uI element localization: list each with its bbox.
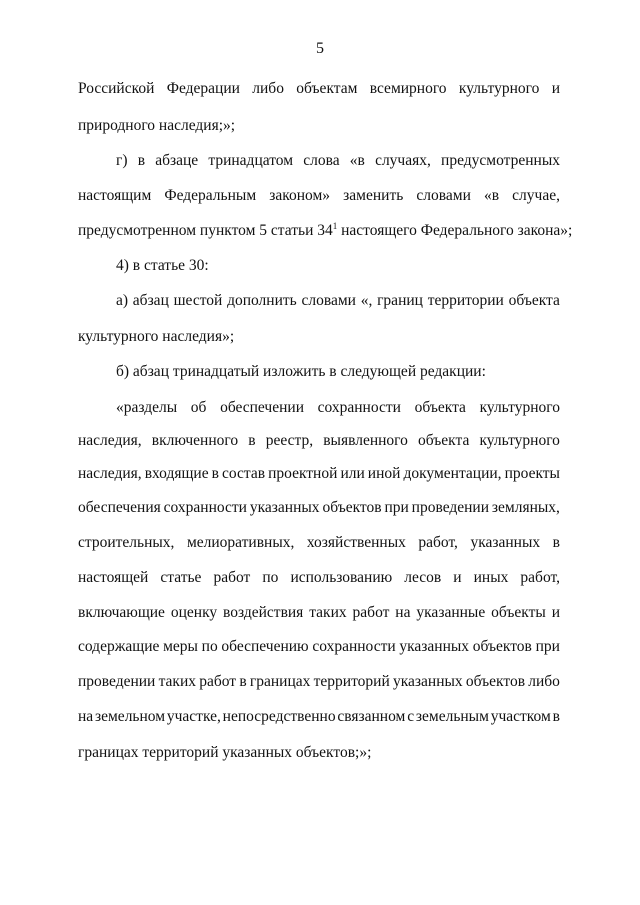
word: непосредственно — [222, 708, 336, 725]
word: включающие — [78, 604, 165, 621]
word: всемирного — [369, 80, 447, 97]
word: а) — [116, 292, 129, 309]
word: меры — [163, 638, 198, 655]
word: Федерации — [166, 80, 240, 97]
text-line-14 — [78, 533, 560, 553]
word: заменить — [343, 187, 404, 204]
word: в — [552, 708, 560, 725]
word: проведении — [411, 499, 490, 516]
word: предусмотренных — [441, 152, 560, 169]
text-line-5 — [78, 220, 573, 241]
word: объекта — [414, 399, 466, 416]
superscript-number: 1 — [332, 220, 338, 231]
word: или — [340, 465, 365, 482]
word: объекты — [491, 604, 546, 621]
word: в — [552, 534, 560, 551]
word: Российской — [78, 80, 155, 97]
word: на — [78, 708, 94, 725]
word: проведении — [78, 673, 156, 690]
word: словами — [416, 187, 471, 204]
word: указанных — [249, 499, 320, 516]
word: указанных — [470, 534, 541, 551]
word: наследия, — [78, 432, 142, 449]
word: «в — [349, 152, 365, 169]
word: включенного — [151, 432, 239, 449]
text-line-6: 4) в статье 30: — [116, 257, 209, 274]
word: слова — [303, 152, 340, 169]
word: культурного — [479, 432, 560, 449]
word: тринадцатом — [208, 152, 294, 169]
word: территории — [427, 292, 504, 309]
text-line-12 — [78, 464, 560, 484]
word: «разделы — [116, 399, 178, 416]
word: указанных — [392, 673, 463, 690]
word: в — [248, 432, 256, 449]
word: объектов — [465, 673, 526, 690]
word: реестр, — [265, 432, 314, 449]
word: иной — [367, 465, 401, 482]
word: таких — [309, 604, 347, 621]
word: и — [551, 604, 560, 621]
word: состав — [222, 465, 266, 482]
word: обеспечения — [78, 499, 161, 516]
word: связанном — [337, 708, 406, 725]
word: содержащие — [78, 638, 160, 655]
word: земельным — [415, 708, 489, 725]
word: иных — [473, 569, 509, 586]
word: участком — [490, 708, 551, 725]
word: в — [137, 152, 146, 169]
word: с — [407, 708, 415, 725]
word: использованию — [290, 569, 393, 586]
word: абзац — [132, 292, 169, 309]
text-line-11 — [78, 431, 560, 451]
word: либо — [252, 80, 284, 97]
word: и — [453, 569, 462, 586]
word: либо — [528, 673, 560, 690]
text-line-18 — [78, 672, 560, 692]
word: в — [211, 465, 219, 482]
word: работ — [352, 604, 390, 621]
text-line-7 — [116, 291, 560, 311]
text-line-15 — [78, 568, 560, 588]
word: работ, — [520, 569, 560, 586]
word: словами — [301, 292, 356, 309]
word: сохранности — [163, 499, 247, 516]
word: выявленного — [323, 432, 408, 449]
word: документации, — [403, 465, 502, 482]
text-line-8: культурного наследия»; — [78, 328, 235, 345]
word: наследия, — [78, 465, 142, 482]
word: строительных, — [78, 534, 175, 551]
word: земельном — [95, 708, 166, 725]
text-line-13 — [78, 498, 560, 518]
word: по — [262, 569, 279, 586]
text-line-2: природного наследия;»; — [78, 117, 236, 134]
word: при — [535, 638, 560, 655]
word: входящие — [144, 465, 209, 482]
text-line-1 — [78, 79, 560, 99]
word: об — [190, 399, 207, 416]
word: абзаце — [155, 152, 199, 169]
word: сохранности — [317, 399, 401, 416]
text-line-16 — [78, 603, 560, 623]
text-line-5-part-1: предусмотренном пунктом 5 статьи 34 — [78, 222, 333, 239]
word: проекты — [504, 465, 560, 482]
word: «, — [360, 292, 373, 309]
word: обеспечении — [220, 399, 304, 416]
text-line-3 — [116, 151, 560, 171]
word: границах — [249, 673, 311, 690]
word: объектов — [472, 638, 532, 655]
text-line-5-part-2: настоящего Федерального закона»; — [337, 222, 573, 239]
word: при — [384, 499, 409, 516]
word: объектов — [322, 499, 382, 516]
text-line-4 — [78, 186, 560, 206]
word: хозяйственных — [306, 534, 406, 551]
word: обеспечению — [221, 638, 309, 655]
word: оценку — [170, 604, 218, 621]
word: настоящим — [78, 187, 152, 204]
word: границ — [377, 292, 423, 309]
word: объекта — [508, 292, 560, 309]
word: объектам — [296, 80, 358, 97]
word: на — [395, 604, 411, 621]
word: сохранности — [312, 638, 396, 655]
word: мелиоративных, — [186, 534, 295, 551]
word: указанных — [399, 638, 470, 655]
word: объекта — [418, 432, 470, 449]
word: территорий — [313, 673, 390, 690]
word: участке, — [166, 708, 221, 725]
word: настоящей — [78, 569, 149, 586]
word: культурного — [479, 399, 560, 416]
text-line-20: границах территорий указанных объектов;»; — [78, 744, 372, 761]
word: статье — [160, 569, 202, 586]
text-line-9: б) абзац тринадцатый изложить в следующей редакции: — [116, 363, 486, 380]
word: в — [239, 673, 247, 690]
word: шестой — [173, 292, 223, 309]
word: культурного — [458, 80, 540, 97]
word: работ — [199, 673, 237, 690]
word: проектной — [268, 465, 338, 482]
word: земляных, — [491, 499, 560, 516]
word: Федеральным — [164, 187, 257, 204]
word: лесов — [404, 569, 442, 586]
word: работ, — [418, 534, 458, 551]
word: г) — [116, 152, 128, 169]
text-line-10 — [116, 398, 560, 418]
text-line-19 — [78, 707, 560, 727]
word: дополнить — [227, 292, 297, 309]
text-line-17 — [78, 637, 560, 657]
word: воздействия — [223, 604, 304, 621]
page-number: 5 — [316, 40, 324, 57]
word: случаях, — [375, 152, 431, 169]
word: «в — [483, 187, 500, 204]
word: таких — [158, 673, 197, 690]
word: указанные — [416, 604, 486, 621]
word: по — [201, 638, 218, 655]
word: случае, — [512, 187, 560, 204]
word: законом» — [269, 187, 331, 204]
word: работ — [213, 569, 251, 586]
word: и — [551, 80, 560, 97]
